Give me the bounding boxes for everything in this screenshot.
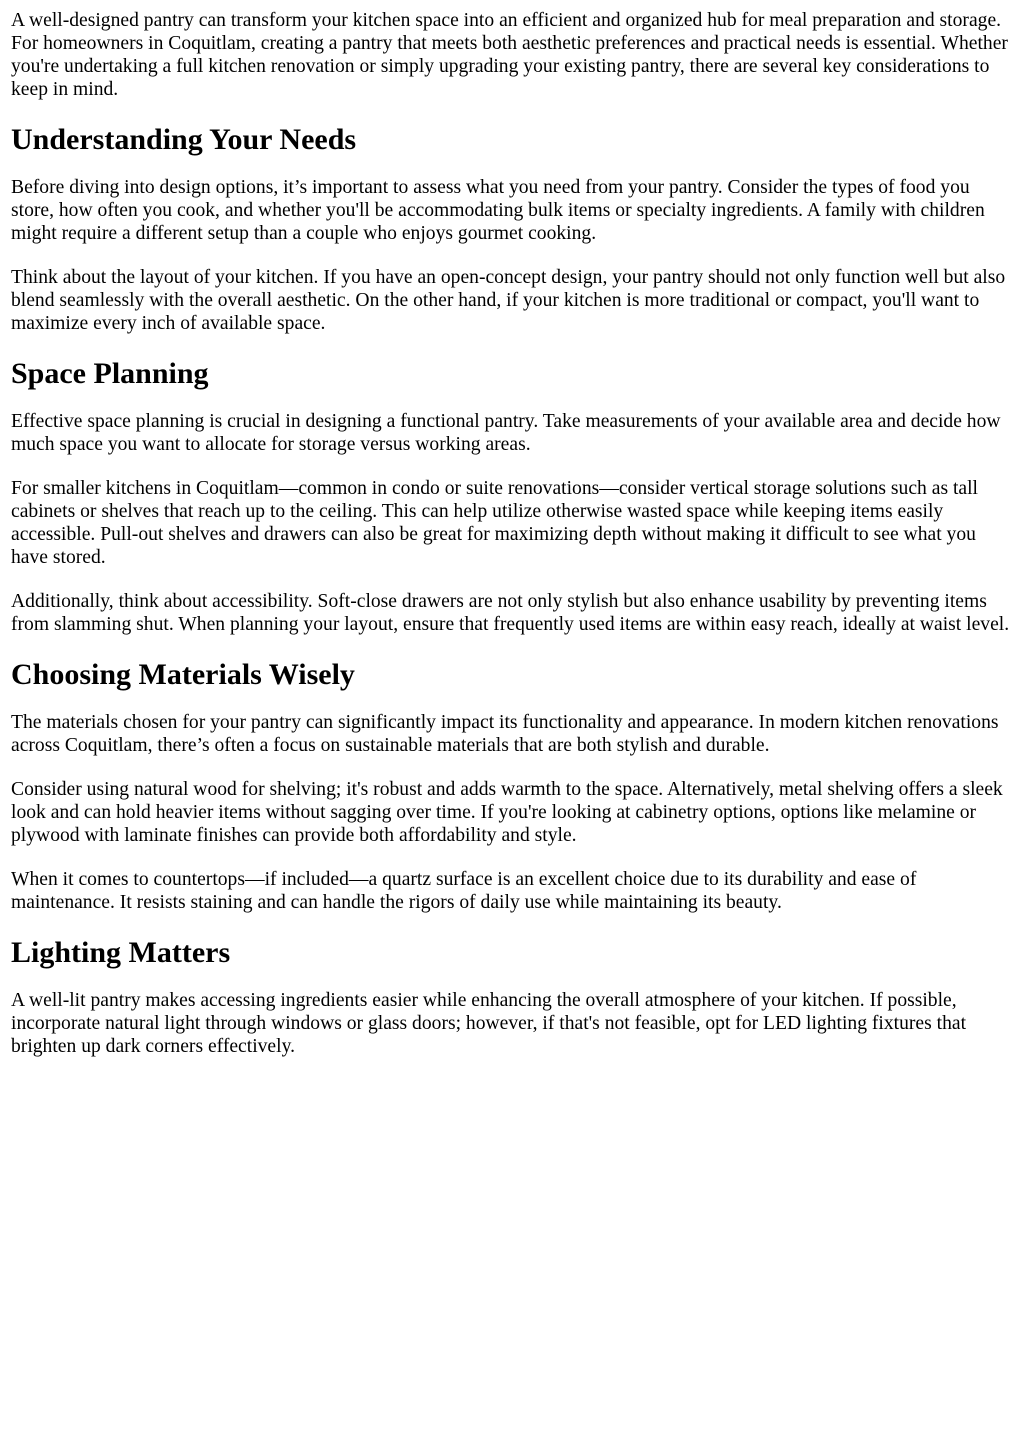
section-heading: Lighting Matters: [11, 936, 231, 969]
section-heading: Space Planning: [11, 357, 209, 390]
paragraph: When it comes to countertops—if included—a quartz surface is an excellent choice due to its durability and ease of maintenance. It resists staining and can handle the rigors of daily use while maintaining its beauty.: [11, 869, 917, 913]
section-choosing-materials: [11, 657, 1013, 914]
paragraph: Consider using natural wood for shelving; it's robust and adds warmth to the space. Alternatively, metal shelving offers a sleek look and can hold heavier items without sagging over time. If you're looking at cabinetry options, options like melamine or plywood with laminate finishes can provide both affordability and style.: [11, 779, 1003, 846]
section-lighting-matters: [11, 935, 1013, 1058]
paragraph: Additionally, think about accessibility. Soft-close drawers are not only stylish but also enhance usability by preventing items from slamming shut. When planning your layout, ensure that frequently used items are within easy reach, ideally at waist level.: [11, 591, 1010, 635]
paragraph: Think about the layout of your kitchen. If you have an open-concept design, your pantry should not only function well but also blend seamlessly with the overall aesthetic. On the other hand, if your kitchen is more traditional or compact, you'll want to maximize every inch of available space.: [11, 267, 1006, 334]
paragraph: A well-lit pantry makes accessing ingredients easier while enhancing the overall atmosphere of your kitchen. If possible, incorporate natural light through windows or glass doors; however, if that's not feasible, opt for LED lighting fixtures that brighten up dark corners effectively.: [11, 990, 967, 1057]
intro-paragraph: A well-designed pantry can transform your kitchen space into an efficient and organized hub for meal preparation and storage. For homeowners in Coquitlam, creating a pantry that meets both aesthetic preferences and practical needs is essential. Whether you're undertaking a full kitchen renovation or simply upgrading your existing pantry, there are several key considerations to keep in mind.: [11, 10, 1008, 100]
section-heading: Choosing Materials Wisely: [11, 658, 355, 691]
paragraph: Before diving into design options, it’s important to assess what you need from your pantry. Consider the types of food you store, how often you cook, and whether you'll be accommodating bulk items or specialty ingredients. A family with children might require a different setup than a couple who enjoys gourmet cooking.: [11, 177, 985, 244]
paragraph: The materials chosen for your pantry can significantly impact its functionality and appearance. In modern kitchen renovations across Coquitlam, there’s often a focus on sustainable materials that are both stylish and durable.: [11, 712, 999, 756]
paragraph: For smaller kitchens in Coquitlam—common in condo or suite renovations—consider vertical storage solutions such as tall cabinets or shelves that reach up to the ceiling. This can help utilize otherwise wasted space while keeping items easily accessible. Pull-out shelves and drawers can also be great for maximizing depth without making it difficult to see what you have stored.: [11, 478, 978, 568]
section-heading: Understanding Your Needs: [11, 123, 357, 156]
section-understanding-needs: [11, 122, 1013, 335]
paragraph: Effective space planning is crucial in designing a functional pantry. Take measurements of your available area and decide how much space you want to allocate for storage versus working areas.: [11, 411, 1001, 455]
section-space-planning: [11, 356, 1013, 636]
